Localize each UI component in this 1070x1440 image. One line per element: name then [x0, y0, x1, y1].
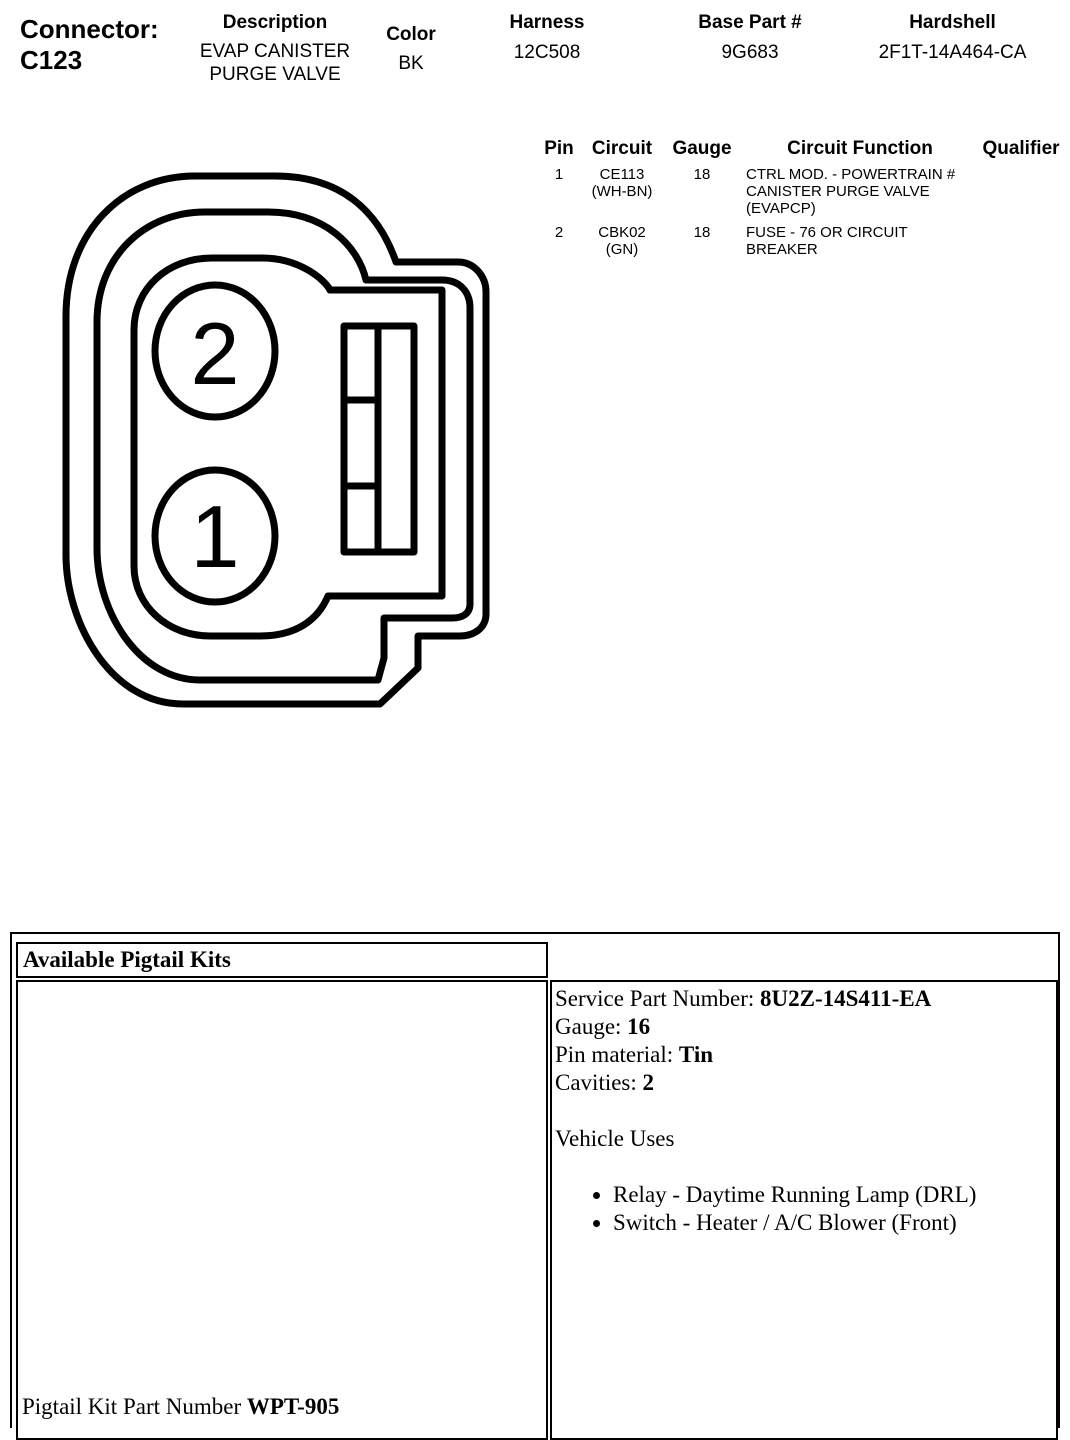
connector-outer-shell: [66, 176, 486, 704]
gauge-row: [555, 1013, 1056, 1041]
gauge-header: Gauge: [672, 138, 732, 159]
pin-table: [536, 138, 1066, 265]
hardshell-header: Hardshell: [909, 12, 996, 33]
pin-number: 2: [554, 224, 564, 241]
connector-face-diagram: [0, 0, 520, 740]
gauge-value: 16: [627, 1014, 651, 1039]
pin-material-value: Tin: [678, 1042, 714, 1067]
pin-number: 1: [554, 166, 564, 183]
gauge-cell: 18: [693, 224, 711, 241]
function-line: BREAKER: [746, 241, 818, 258]
cavities-value: 2: [642, 1070, 655, 1095]
pigtail-kit-part-label: Pigtail Kit Part Number: [22, 1394, 242, 1419]
service-part-value: 8U2Z-14S411-EA: [760, 986, 932, 1011]
connector-inner-housing: [134, 258, 442, 636]
vehicle-uses-list: [555, 1181, 1056, 1237]
cavity-2-label: 2: [190, 304, 240, 403]
connector-id: C123: [20, 45, 83, 75]
circuit-header: Circuit: [591, 138, 653, 159]
circuit-color: (WH-BN): [591, 183, 653, 200]
pigtail-kit-part: [22, 1394, 339, 1420]
gauge-cell: 18: [693, 166, 711, 183]
function-cell: [742, 166, 978, 224]
list-item: • Switch - Heater / A/C Blower (Front): [613, 1209, 1056, 1237]
circuit-id: CE113: [599, 166, 645, 183]
cavities-row: [555, 1069, 1056, 1097]
hardshell-column: [850, 12, 1055, 64]
function-line: CTRL MOD. - POWERTRAIN #: [746, 166, 956, 183]
function-line: CANISTER PURGE VALVE: [746, 183, 930, 200]
list-item: • Relay - Daytime Running Lamp (DRL): [613, 1181, 1056, 1209]
circuit-cell: [582, 224, 662, 265]
description-header: Description: [222, 12, 328, 33]
description-line2: PURGE VALVE: [209, 64, 341, 85]
pigtail-kits-title: Available Pigtail Kits: [16, 942, 548, 978]
pigtail-kits-section: [10, 932, 1060, 1428]
description-line1: EVAP CANISTER: [199, 41, 351, 62]
function-line: FUSE - 76 OR CIRCUIT: [746, 224, 908, 241]
harness-header: Harness: [509, 12, 585, 33]
function-cell: [742, 224, 978, 265]
function-header: Circuit Function: [787, 138, 933, 159]
hardshell-value: 2F1T-14A464-CA: [878, 42, 1027, 63]
pin-material-row: [555, 1041, 1056, 1069]
pigtail-image-area: [16, 980, 548, 1440]
connector-label: Connector:: [20, 14, 159, 44]
pigtail-kit-part-value: WPT-905: [246, 1394, 340, 1419]
harness-value: 12C508: [513, 42, 581, 63]
cavity-1-label: 1: [190, 487, 240, 586]
qualifier-cell: [978, 224, 1064, 265]
qualifier-cell: [978, 166, 1064, 224]
circuit-color: (GN): [605, 241, 639, 258]
table-row: [536, 224, 1064, 265]
service-part-row: [555, 985, 1056, 1013]
table-row: [536, 166, 1064, 224]
circuit-cell: [582, 166, 662, 224]
pin-material-label: Pin material:: [555, 1042, 674, 1067]
pigtail-details: [550, 980, 1058, 1440]
base-part-header: Base Part #: [698, 12, 802, 33]
base-part-value: 9G683: [721, 42, 779, 63]
function-line: (EVAPCP): [746, 200, 816, 217]
vehicle-uses-label: Vehicle Uses: [555, 1126, 675, 1151]
color-header: Color: [386, 24, 436, 45]
cavities-label: Cavities:: [555, 1070, 637, 1095]
color-value: BK: [398, 53, 424, 74]
qualifier-header: Qualifier: [982, 138, 1060, 159]
pin-header: Pin: [544, 138, 574, 159]
circuit-id: CBK02: [598, 224, 646, 241]
pin-table-header: [536, 138, 1064, 166]
service-part-label: Service Part Number:: [555, 986, 755, 1011]
gauge-label: Gauge:: [555, 1014, 622, 1039]
base-part-column: [660, 12, 840, 64]
